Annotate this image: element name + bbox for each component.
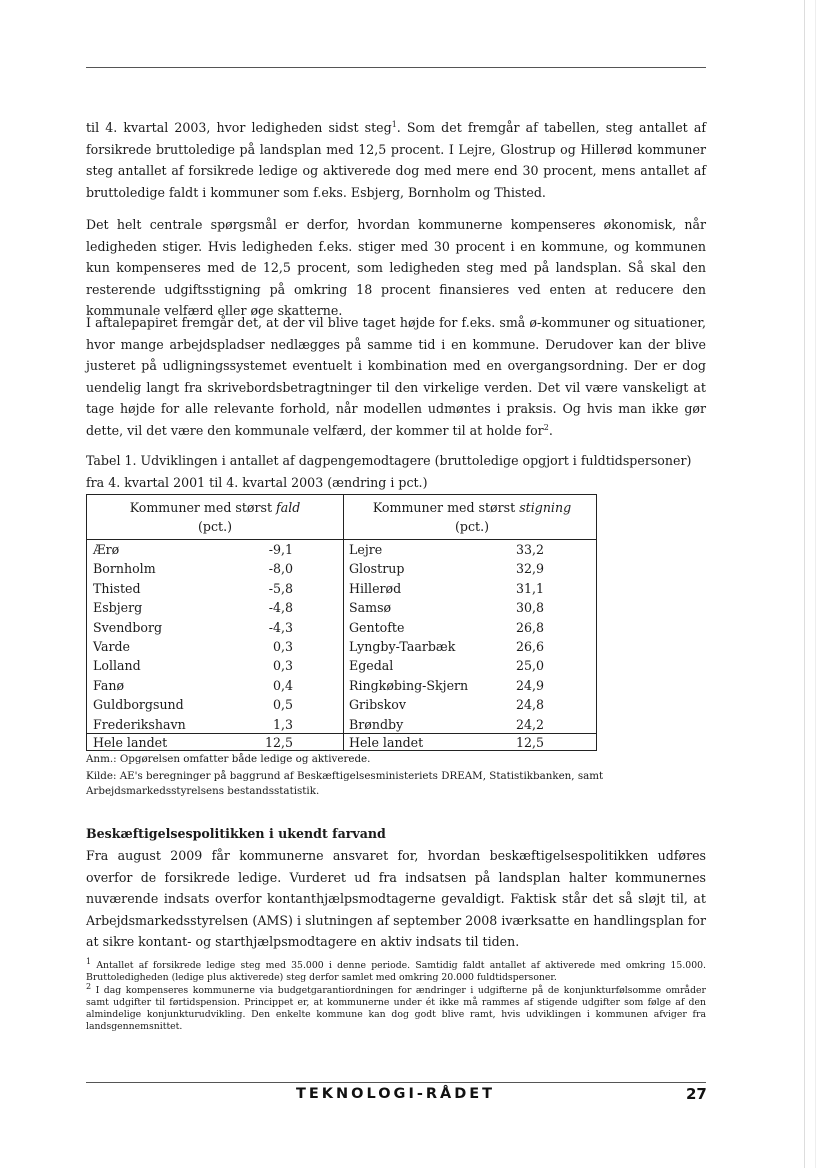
footnote-ref-2[interactable]: 2 [543, 422, 549, 432]
fald-name: Varde [93, 638, 130, 654]
table-total-row [87, 734, 596, 752]
table-row [87, 598, 596, 617]
table-row [87, 695, 596, 714]
footnote-1-text: Antallet af forsikrede ledige steg med 35.000 i denne periode. Samtidig faldt antallet af aktiverede med omkring 15.000. Bruttoledigheden (ledige plus aktiverede) steg derfor samlet med omkring 20.000 fuldtidspersoner. [86, 960, 706, 983]
footnote-2 [86, 981, 706, 1033]
stigning-value: 24,8 [515, 697, 544, 713]
fald-name: Svendborg [93, 619, 163, 635]
total-fald-name: Hele landet [93, 735, 168, 750]
fald-name: Esbjerg [93, 600, 143, 616]
header-fald-text: Kommuner med størst [129, 500, 277, 515]
footnote-1 [86, 956, 706, 984]
paragraph-3-end: . [548, 422, 553, 438]
paragraph-1-text: til 4. kvartal 2003, hvor ledigheden sidst steg [86, 120, 392, 135]
footer-rule [86, 1082, 706, 1083]
page-number: 27 [686, 1085, 707, 1103]
fald-value: -9,1 [268, 542, 293, 557]
table-row [87, 715, 596, 734]
fald-name: Bornholm [93, 561, 156, 577]
fald-name: Guldborgsund [93, 697, 184, 713]
stigning-value: 32,9 [515, 561, 544, 577]
paragraph-1-text-rest: . Som det fremgår af tabellen, steg antallet af forsikrede bruttoledige på landsplan med 12,5 procent. I Lejre, Glostrup og Hillerød kommuner steg antallet af forsikrede ledige og aktiverede dog med mere end 30 procent, mens antallet af bruttoledige faldt i kommuner som f.eks. Esbjerg, Bornholm og Thisted. [86, 120, 707, 200]
fald-name: Ærø [93, 542, 120, 557]
header-fald [87, 498, 343, 536]
stigning-name: Egedal [349, 658, 394, 674]
stigning-value: 33,2 [515, 542, 544, 557]
stigning-name: Ringkøbing-Skjern [349, 677, 469, 693]
table-row [87, 676, 596, 695]
stigning-name: Gentofte [349, 619, 405, 635]
publisher-logo: TEKNOLOGI-RÅDET [296, 1086, 496, 1102]
fald-name: Frederikshavn [93, 716, 186, 732]
stigning-name: Lyngby-Taarbæk [349, 638, 456, 654]
table-note: Anm.: Opgørelsen omfatter både ledige og aktiverede. [86, 753, 371, 765]
stigning-name: Lejre [349, 542, 383, 557]
header-stigning-unit: (pct.) [454, 519, 489, 534]
footnote-2-text: I dag kompenseres kommunerne via budgetgarantiordningen for ændringer i udgifterne på de konjunkturfølsomme områder samt udgifter til førtidspension. Princippet er, at kommunerne under ét ikke må rammes af stigende udgifter som følge af den almindelige konjunkturudvikling. Den enkelte kommune kan dog godt blive ramt, hvis udviklingen i kommunen afviger fra landsgennemsnittet. [86, 985, 706, 1032]
stigning-value: 24,2 [515, 716, 544, 732]
footnote-ref-1[interactable]: 1 [391, 119, 397, 129]
stigning-value: 25,0 [515, 658, 544, 674]
stigning-value: 31,1 [515, 580, 544, 596]
fald-value: 0,3 [272, 638, 293, 654]
fald-value: 1,3 [272, 716, 293, 732]
paragraph-3 [86, 312, 706, 442]
total-fald-value: 12,5 [264, 735, 293, 750]
fald-value: -5,8 [268, 580, 293, 596]
paragraph-2: Det helt centrale spørgsmål er derfor, hvordan kommunerne kompenseres økonomisk, når ledigheden stiger. Hvis ledigheden f.eks. stiger med 30 procent i en kommune, og kommunen kun kompenseres med de 12,5 procent, som ledigheden steg med på landsplan. Så skal den resterende udgiftsstigning på omkring 18 procent finansieres ved enten at reducere den kommunale velfærd eller øge skatterne. [86, 217, 706, 319]
table-row [87, 656, 596, 675]
table-caption: Tabel 1. Udviklingen i antallet af dagpengemodtagere (bruttoledige opgjort i fuldtidspersoner) fra 4. kvartal 2001 til 4. kvartal 2003 (ændring i pct.) [86, 453, 692, 490]
fald-value: 0,4 [272, 677, 293, 693]
stigning-value: 26,6 [515, 638, 544, 654]
paragraph-1 [86, 117, 706, 203]
footnote-1-mark: 1 [86, 956, 92, 966]
fald-value: -4,3 [268, 619, 293, 635]
stigning-name: Samsø [349, 600, 392, 616]
stigning-name: Hillerød [349, 580, 402, 596]
header-fald-emphasis: fald [276, 500, 301, 515]
table-row [87, 559, 596, 578]
data-table [86, 494, 597, 751]
table-row [87, 540, 596, 559]
paragraph-3-text: I aftalepapiret fremgår det, at der vil blive taget højde for f.eks. små ø-kommuner og situationer, hvor mange arbejdspladser nedlægges på samme tid i en kommune. Derudover kan der blive justeret på udligningssystemet eventuelt i kombination med en overgangsordning. Der er dog uendelig langt fra skrivebordsbetragtninger til den virkelige verden. Det vil være vanskeligt at tage højde for alle relevante forhold, når modellen udmøntes i praksis. Og hvis man ikke gør dette, vil det være den kommunale velfærd, der kommer til at holde for [86, 315, 706, 438]
header-stigning [344, 498, 600, 536]
header-rule [86, 67, 706, 68]
fald-name: Lolland [93, 658, 141, 674]
fald-name: Thisted [93, 580, 141, 596]
total-stigning-value: 12,5 [515, 735, 544, 750]
scan-edge-line [815, 0, 816, 1168]
stigning-name: Brøndby [349, 716, 404, 732]
stigning-name: Glostrup [349, 561, 405, 577]
header-stigning-emphasis: stigning [519, 500, 572, 515]
stigning-value: 30,8 [515, 600, 544, 616]
fald-name: Fanø [93, 677, 125, 693]
stigning-name: Gribskov [349, 697, 406, 713]
fald-value: -4,8 [268, 600, 293, 616]
table-row [87, 637, 596, 656]
fald-value: 0,5 [272, 697, 293, 713]
stigning-value: 24,9 [515, 677, 544, 693]
footnote-2-mark: 2 [86, 981, 92, 991]
table-row [87, 618, 596, 637]
fald-value: 0,3 [272, 658, 293, 674]
scan-edge-line [804, 0, 805, 1168]
paragraph-4: Fra august 2009 får kommunerne ansvaret for, hvordan beskæftigelsespolitikken udføres overfor de forsikrede ledige. Vurderet ud fra indsatsen på landsplan halter kommunernes nuværende indsats overfor kontanthjælpsmodtagerne gevaldigt. Faktisk står det så sløjt til, at Arbejdsmarkedsstyrelsen (AMS) i slutningen af september 2008 iværksatte en handlingsplan for at sikre kontant- og starthjælpsmodtagere en aktiv indsats til tiden. [86, 848, 706, 950]
table-source: Kilde: AE's beregninger på baggrund af Beskæftigelsesministeriets DREAM, Statistikbanken, samt Arbejdsmarkedsstyrelsens bestandsstatistik. [86, 770, 604, 797]
table-body [87, 540, 596, 734]
header-stigning-text: Kommuner med størst [372, 500, 520, 515]
stigning-value: 26,8 [515, 619, 544, 635]
table-row [87, 579, 596, 598]
fald-value: -8,0 [268, 561, 293, 577]
header-fald-unit: (pct.) [197, 519, 232, 534]
section-heading: Beskæftigelsespolitikken i ukendt farvand [86, 826, 386, 841]
total-stigning-name: Hele landet [349, 735, 424, 750]
